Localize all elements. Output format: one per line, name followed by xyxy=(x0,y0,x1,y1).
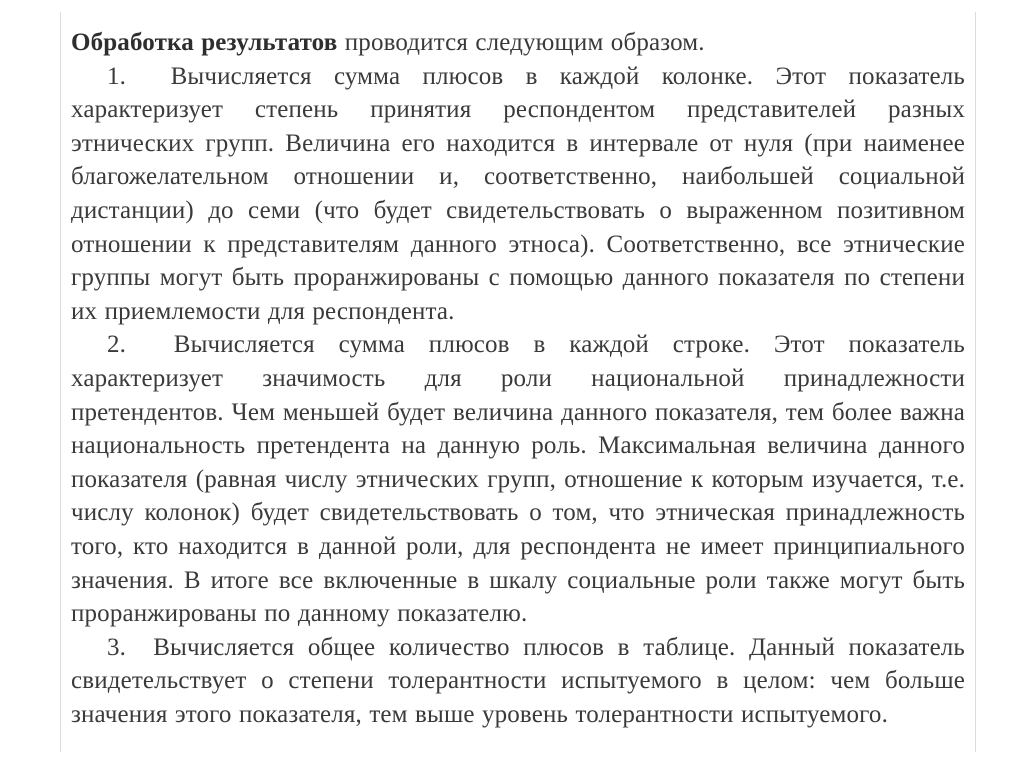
intro-paragraph xyxy=(71,26,965,60)
paragraph-3-number: 3. xyxy=(107,633,127,661)
paragraph-1-number: 1. xyxy=(107,62,127,90)
paragraph-2 xyxy=(71,328,965,630)
paragraph-3 xyxy=(71,631,965,732)
paragraph-2-number: 2. xyxy=(107,331,127,359)
intro-bold-heading: Обработка результатов xyxy=(71,29,338,56)
paragraph-1-text: Вычисляется сумма плюсов в каждой колонке. Этот показатель характеризует степень принятия респондентом представителей разных этнических групп. Величина его находится в интервале от нуля (при наименее благожелательном отношении и, соответственно, наибольшей социальной дистанции) до семи (что будет свидетельствовать о выраженном позитивном отношении к представителям данного этноса). Соответственно, все этнические группы могут быть проранжированы с помощью данного показателя по степени их приемлемости для респондента. xyxy=(71,62,965,325)
paragraph-1 xyxy=(71,60,965,329)
document-page xyxy=(60,12,976,752)
document-text xyxy=(71,26,965,731)
intro-text: проводится следующим образом. xyxy=(337,29,705,56)
paragraph-3-text: Вычисляется общее количество плюсов в таблице. Данный показатель свидетельствует о степени толерантности испытуемого в целом: чем больше значения этого показателя, тем выше уровень толерантности испытуемого. xyxy=(71,633,965,728)
paragraph-2-text: Вычисляется сумма плюсов в каждой строке. Этот показатель характеризует значимость для роли национальной принадлежности претендентов. Чем меньшей будет величина данного показателя, тем более важна национальность претендента на данную роль. Максимальная величина данного показателя (равная числу этнических групп, отношение к которым изучается, т.е. числу колонок) будет свидетельствовать о том, что этническая принадлежность того, кто находится в данной роли, для респондента не имеет принципиального значения. В итоге все включенные в шкалу социальные роли также могут быть проранжированы по данному показателю. xyxy=(71,331,965,628)
